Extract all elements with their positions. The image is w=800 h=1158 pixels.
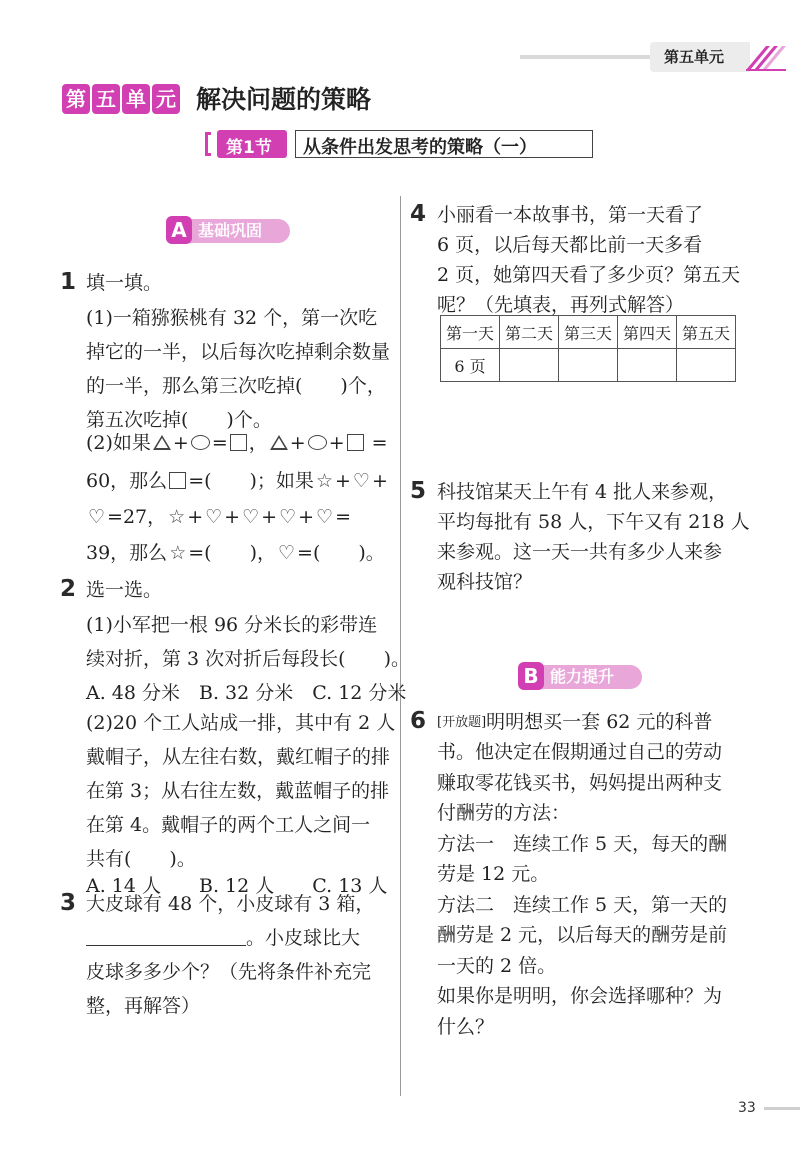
q4-table-header: 第三天	[559, 316, 618, 349]
heart-icon: ♡	[88, 506, 106, 528]
q3-line: 。小皮球比大	[86, 926, 360, 950]
page-header-bar	[0, 40, 800, 74]
q6-line: 一天的 2 倍。	[437, 954, 557, 977]
header-unit-label: 第五单元	[664, 48, 725, 66]
q6-line: 方法一 连续工作 5 天，每天的酬	[437, 832, 728, 855]
q2-line: 共有( )。	[86, 848, 196, 870]
section-title-box	[295, 130, 593, 158]
q4-table-header: 第二天	[500, 316, 559, 349]
square-icon	[169, 472, 186, 489]
q2-line: (1)小军把一根 96 分米长的彩带连	[86, 614, 378, 636]
header-gray-line	[520, 55, 650, 59]
q4-table-header: 第五天	[677, 316, 736, 349]
q6-line: [开放题]明明想买一套 62 元的科普	[437, 711, 713, 733]
q1-s1-line: 的一半，那么第三次吃掉( )个，	[86, 375, 386, 397]
part-a-badge: A 基础巩固	[168, 219, 290, 243]
square-icon	[230, 434, 247, 451]
header-stripes-icon	[746, 46, 786, 72]
q6-line: 如果你是明明，你会选择哪种？为	[437, 985, 723, 1007]
q4-line: 2 页，她第四天看了多少页？第五天	[437, 264, 741, 286]
q1-s2-line3: ♡ =27， ☆ + ♡ + ♡ + ♡ + ♡ =	[88, 506, 351, 528]
heart-icon: ♡	[277, 542, 296, 564]
q4-table-row	[441, 349, 736, 382]
unit-title-char: 元	[152, 84, 180, 114]
section-bracket-icon	[205, 132, 211, 156]
q4-table-cell: 6 页	[441, 349, 500, 382]
q1-s2-line2: 60，那么 =( )；如果 ☆ + ♡ +	[86, 470, 388, 492]
q1-s1-line: (1)一箱猕猴桃有 32 个，第一次吃	[86, 307, 378, 329]
circle-icon	[191, 435, 210, 450]
q6-line: 酬劳是 2 元，以后每天的酬劳是前	[437, 924, 728, 946]
part-a-title: 基础巩固	[198, 221, 263, 240]
header-unit-tab	[650, 42, 750, 72]
section-bar	[205, 130, 595, 158]
q2-line: A. 14 人 B. 12 人 C. 13 人	[86, 875, 388, 897]
q4-number: 4	[410, 201, 427, 227]
q4-line: 小丽看一本故事书，第一天看了	[437, 204, 704, 226]
q1-s1-line: 第五次吃掉( )个。	[86, 409, 272, 431]
q4-table-cell[interactable]	[559, 349, 618, 382]
unit-title-char: 五	[92, 84, 120, 114]
q6-number: 6	[410, 708, 427, 734]
part-b-badge: B 能力提升	[520, 665, 642, 689]
q2-line: 戴帽子，从左往右数，戴红帽子的排	[86, 746, 391, 768]
unit-title-chars	[62, 84, 180, 116]
q1-number: 1	[60, 269, 77, 295]
q5-number: 5	[410, 478, 427, 504]
q6-line: 什么？	[437, 1015, 495, 1038]
q2-line: (2)20 个工人站成一排，其中有 2 人	[86, 712, 396, 734]
q4-line: 6 页，以后每天都比前一天多看	[437, 234, 703, 256]
q4-table-cell[interactable]	[500, 349, 559, 382]
q5-line: 来参观。这一天一共有多少人来参	[437, 541, 723, 563]
part-b-title: 能力提升	[550, 667, 615, 686]
q3-blank[interactable]	[86, 927, 246, 946]
unit-title-char: 第	[62, 84, 90, 114]
q6-line: 方法二 连续工作 5 天，第一天的	[437, 893, 728, 916]
q3-line: 大皮球有 48 个，小皮球有 3 箱，	[86, 893, 375, 915]
q5-line: 科技馆某天上午有 4 批人来参观，	[437, 481, 728, 503]
q4-table-header: 第一天	[441, 316, 500, 349]
star-icon: ☆	[315, 470, 333, 492]
q2-line: 在第 3；从右往左数，戴蓝帽子的排	[86, 780, 390, 802]
heart-icon: ♡	[242, 506, 260, 528]
q6-line: 付酬劳的方法：	[437, 802, 571, 824]
q1-s2-line1: (2)如果 + = ， + + =	[86, 432, 388, 454]
q3-number: 3	[60, 890, 77, 916]
circle-icon	[308, 435, 327, 450]
q2-line: A. 48 分米 B. 32 分米 C. 12 分米	[86, 682, 407, 704]
triangle-icon	[270, 435, 288, 450]
q6-line: 书。他决定在假期通过自己的劳动	[437, 741, 723, 763]
triangle-icon	[153, 435, 171, 450]
q2-line: 在第 4。戴帽子的两个工人之间一	[86, 814, 371, 836]
star-icon: ☆	[168, 506, 186, 528]
heart-icon: ♡	[352, 470, 370, 492]
section-title: 从条件出发思考的策略（一）	[303, 137, 537, 158]
q4-table	[440, 315, 736, 382]
unit-title-char: 单	[122, 84, 150, 114]
section-label: 第1节	[217, 130, 287, 158]
q3-line: 整，再解答）	[86, 995, 201, 1017]
star-icon: ☆	[169, 542, 187, 564]
q1-s1-line: 掉它的一半，以后每次吃掉剩余数量	[86, 341, 391, 363]
q2-number: 2	[60, 576, 77, 602]
square-icon	[347, 434, 364, 451]
q2-line: 续对折，第 3 次对折后每段长( )。	[86, 648, 410, 670]
q4-table-cell[interactable]	[677, 349, 736, 382]
q2-head: 选一选。	[86, 579, 163, 601]
q1-s2-line4: 39，那么 ☆ =( )， ♡ =( )。	[86, 542, 385, 564]
q4-table-cell[interactable]	[618, 349, 677, 382]
column-divider	[400, 196, 401, 1096]
q3-line: 皮球多多少个？（先将条件补充完	[86, 961, 372, 983]
q5-line: 观科技馆？	[437, 571, 533, 593]
q1-head: 填一填。	[86, 272, 163, 294]
heart-icon: ♡	[279, 506, 297, 528]
heart-icon: ♡	[205, 506, 223, 528]
q6-line: 赚取零花钱买书，妈妈提出两种支	[437, 771, 723, 794]
page-number: 33	[738, 1100, 756, 1116]
q6-line: 劳是 12 元。	[437, 863, 550, 885]
footer-line	[764, 1107, 800, 1110]
q4-table-header-row	[441, 316, 736, 349]
q5-line: 平均每批有 58 人，下午又有 218 人	[437, 511, 750, 533]
chapter-title: 解决问题的策略	[196, 85, 372, 114]
q4-table-header: 第四天	[618, 316, 677, 349]
q6-tag: [开放题]	[437, 715, 487, 730]
heart-icon: ♡	[316, 506, 334, 528]
q4-line: 呢？（先填表，再列式解答）	[437, 294, 685, 316]
